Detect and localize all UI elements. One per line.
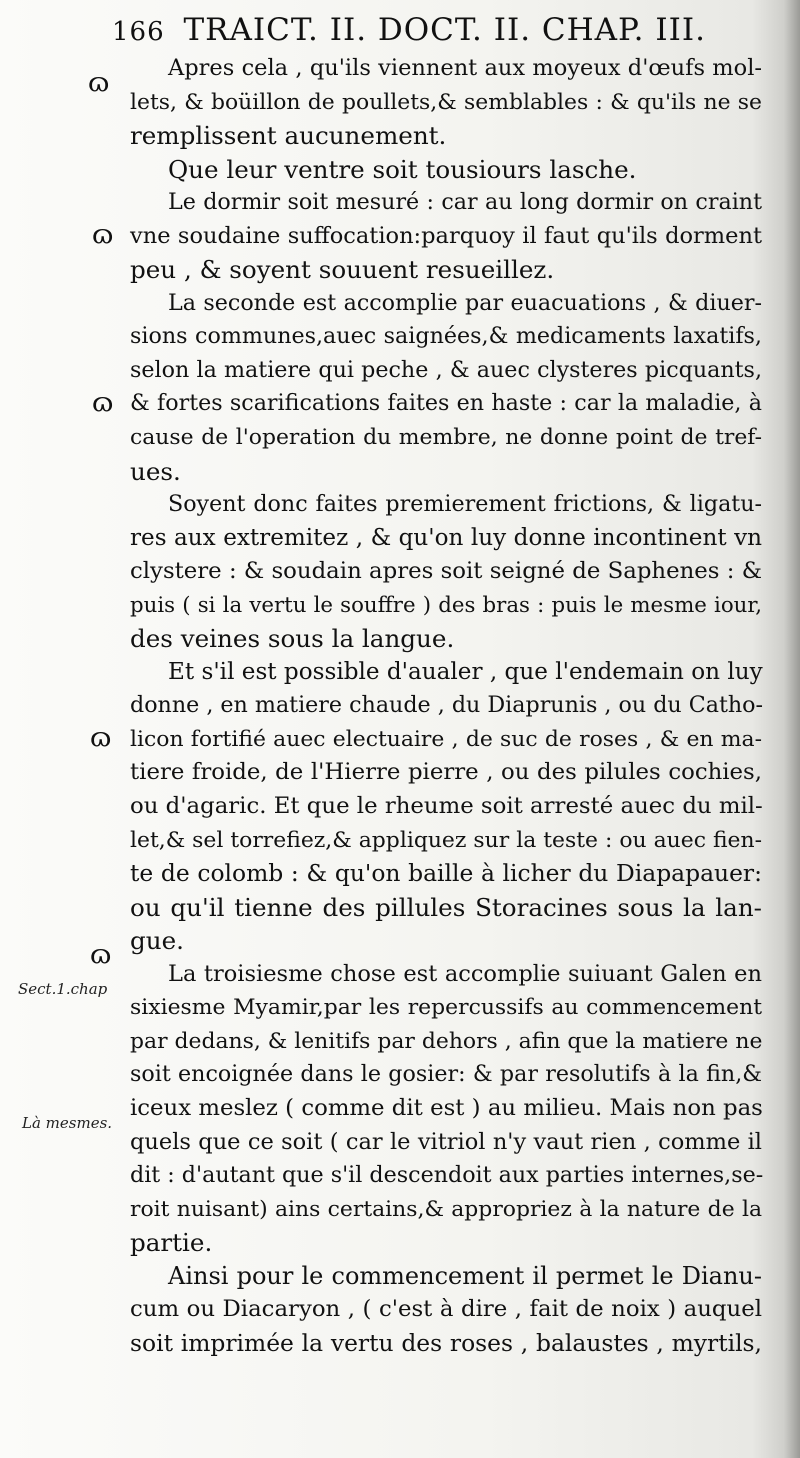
margin-note: Là mesmes. [22, 1114, 113, 1132]
text-line: iceux meslez ( comme dit est ) au milieu. Mais non pas [130, 1094, 763, 1121]
text-line: te de colomb : & qu'on baille à licher du Diapapauer: [130, 859, 762, 888]
body-text [130, 52, 762, 1360]
text-line: licon fortifié auec electuaire , de suc de roses , & en ma- [130, 726, 762, 752]
text-line: par dedans, & lenitifs par dehors , afin que la matiere ne [130, 1028, 763, 1054]
text-line: soit encoignée dans le gosier: & par resolutifs à la fin,& [130, 1061, 762, 1088]
text-line: partie. [130, 1228, 213, 1258]
text-line: vne soudaine suffocation:parquoy il faut qu'ils dorment [130, 222, 762, 249]
text-line: res aux extremitez , & qu'on luy donne incontinent vn [130, 524, 762, 551]
running-title: TRAICT. II. DOCT. II. CHAP. III. [183, 12, 706, 48]
text-line: let,& sel torrefiez,& appliquez sur la teste : ou auec fien- [130, 827, 762, 853]
text-line: & fortes scarifications faites en haste : car la maladie, à [130, 390, 762, 417]
text-line: Apres cela , qu'ils viennent aux moyeux d'œufs mol- [168, 55, 762, 81]
margin-symbol: ɷ [88, 68, 110, 98]
text-line: Que leur ventre soit tousiours lasche. [168, 154, 637, 184]
text-line: tiere froide, de l'Hierre pierre , ou des pilules cochies, [130, 759, 762, 786]
text-line: sixiesme Myamir,par les repercussifs au commencement [130, 995, 762, 1021]
margin-note: Sect.1.chap [18, 980, 108, 998]
margin-symbol: ɷ [90, 723, 112, 753]
margin-symbol: ɷ [92, 388, 114, 418]
page-number: 166 [112, 17, 165, 47]
text-line: cause de l'operation du membre, ne donne point de tref- [130, 425, 762, 451]
text-line: cum ou Diacaryon , ( c'est à dire , fait de noix ) auquel [130, 1296, 762, 1323]
text-line: sions communes,auec saignées,& medicaments laxatifs, [130, 323, 762, 350]
text-line: quels que ce soit ( car le vitriol n'y vaut rien , comme il [130, 1128, 762, 1155]
margin-symbol: ɷ [92, 220, 114, 250]
text-line: gue. [130, 926, 184, 956]
text-line: Ainsi pour le commencement il permet le Dianu- [168, 1261, 762, 1290]
text-line: clystere : & soudain apres soit seigné de Saphenes : & [130, 558, 762, 585]
text-line: donne , en matiere chaude , du Diaprunis , ou du Catho- [130, 692, 764, 719]
margin-symbol: ɷ [90, 940, 112, 970]
text-line: ou qu'il tienne des pillules Storacines sous la lan- [130, 892, 762, 922]
text-line: Le dormir soit mesuré : car au long dormir on craint [168, 189, 762, 216]
text-line: La seconde est accomplie par euacuations , & diuer- [168, 289, 762, 316]
running-header [112, 10, 772, 50]
text-line: remplissent aucunement. [130, 121, 447, 151]
text-line: des veines sous la langue. [130, 624, 455, 654]
text-line: La troisiesme chose est accomplie suiuant Galen en [168, 960, 762, 987]
text-line: selon la matiere qui peche , & auec clysteres picquants, [130, 356, 762, 383]
text-line: puis ( si la vertu le souffre ) des bras : puis le mesme iour, [130, 592, 762, 618]
text-line: Et s'il est possible d'aualer , que l'endemain on luy [168, 658, 763, 685]
text-line: dit : d'autant que s'il descendoit aux parties internes,se- [130, 1162, 764, 1189]
text-line: ues. [130, 456, 181, 486]
text-line: ou d'agaric. Et que le rheume soit arresté auec du mil- [130, 793, 763, 820]
text-line: lets, & boüillon de poullets,& semblables : & qu'ils ne se [130, 89, 762, 115]
text-line: peu , & soyent souuent resueillez. [130, 255, 555, 285]
text-line: soit imprimée la vertu des roses , balaustes , myrtils, [130, 1328, 762, 1357]
text-line: roit nuisant) ains certains,& appropriez à la nature de la [130, 1196, 762, 1222]
text-line: Soyent donc faites premierement frictions, & ligatu- [168, 491, 762, 518]
